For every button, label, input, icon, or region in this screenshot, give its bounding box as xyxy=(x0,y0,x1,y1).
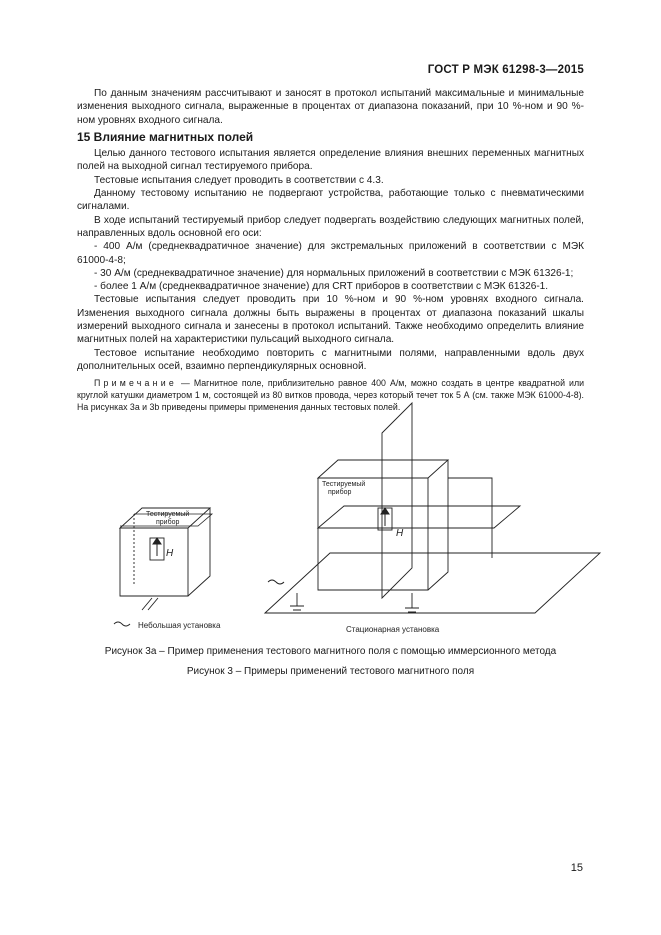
figure-drawing xyxy=(100,398,580,643)
small-arrow-head xyxy=(153,538,161,544)
large-setup-caption: Стационарная установка xyxy=(346,625,440,634)
large-signal-wave xyxy=(268,580,284,584)
page-number: 15 xyxy=(570,862,583,874)
large-vertical-coil xyxy=(382,403,412,598)
paragraph: Тестовые испытания следует проводить при 10 %-ном и 90 %-ном уровнях входного сигнала. Изменения выходного сигнала должны быть выражены в процентах от диапазона показаний шкалы измерений выходного сигнала и занесены в протокол испытаний. Также необходимо определить влияние магнитных полей на характеристики пульсаций выходного сигнала. xyxy=(77,294,584,346)
large-horizontal-coil xyxy=(318,506,520,528)
small-signal-wave xyxy=(114,622,130,626)
standard-header: ГОСТ Р МЭК 61298-3—2015 xyxy=(427,64,584,76)
body-text xyxy=(77,87,584,414)
small-device-label: прибор xyxy=(156,519,180,526)
large-setup-cube xyxy=(318,460,448,590)
list-item: - более 1 А/м (среднеквадратичное значение) для CRT приборов в соответствии с МЭК 61326-1. xyxy=(94,281,549,293)
note-text: — Магнитное поле, приблизительно равное 400 А/м, можно создать в центре квадратной или круглой катушки диаметром 1 м, состоящей из 80 витков провода, через который течет ток 5 А (см. также МЭК 61000-4-8). На рисунках 3а и 3b приведены примеры применения данных тестовых полей. xyxy=(77,378,584,412)
list-item: - 400 А/м (среднеквадратичное значение) для экстремальных приложений в соответствии с МЭК 61000-4-8; xyxy=(77,241,584,266)
paragraph: Тестовое испытание необходимо повторить с магнитными полями, направленными вдоль двух дополнительных осей, взаимно перпендикулярных основной. xyxy=(77,347,584,372)
paragraph: Данному тестовому испытанию не подвергают устройства, работающие только с пневматическими сигналами. xyxy=(77,188,584,213)
large-wire xyxy=(448,478,492,558)
ground-icon xyxy=(290,593,304,610)
paragraph: Тестовые испытания следует проводить в соответствии с 4.3. xyxy=(94,174,384,186)
paragraph: Целью данного тестового испытания является определение влияния внешних переменных магнитных полей на выходной сигнал тестируемого прибора. xyxy=(77,148,584,173)
figure-caption: Рисунок 3 – Примеры применений тестового магнитного поля xyxy=(186,666,475,677)
large-h-symbol: H xyxy=(396,528,404,539)
small-device-label: Тестируемый xyxy=(146,511,190,518)
large-setup-plane xyxy=(265,553,600,613)
ground-icon xyxy=(405,593,419,612)
section-title: 15 Влияние магнитных полей xyxy=(77,129,254,144)
large-device-label: Тестируемый xyxy=(322,481,366,488)
paragraph: В ходе испытаний тестируемый прибор следует подвергать воздействию следующих магнитных полей, направленных вдоль основной его оси: xyxy=(77,214,584,239)
note-label: Примечание xyxy=(94,378,177,389)
small-setup-caption: Небольшая установка xyxy=(138,621,221,630)
small-cable xyxy=(142,598,158,610)
figure-caption: Рисунок 3а – Пример применения тестового магнитного поля с помощью иммерсионного метода xyxy=(104,646,557,657)
paragraph: По данным значениям рассчитывают и заносят в протокол испытаний максимальные и минимальные изменения выходного сигнала, выраженные в процентах от диапазона показаний, при 10 %-ном и 90 %-ном уровнях входного сигнала. xyxy=(77,88,584,126)
large-device-label: прибор xyxy=(328,489,352,496)
figure-3a xyxy=(100,398,580,643)
small-h-symbol: H xyxy=(166,548,174,559)
list-item: - 30 А/м (среднеквадратичное значение) для нормальных приложений в соответствии с МЭК 61326-1; xyxy=(94,267,574,279)
